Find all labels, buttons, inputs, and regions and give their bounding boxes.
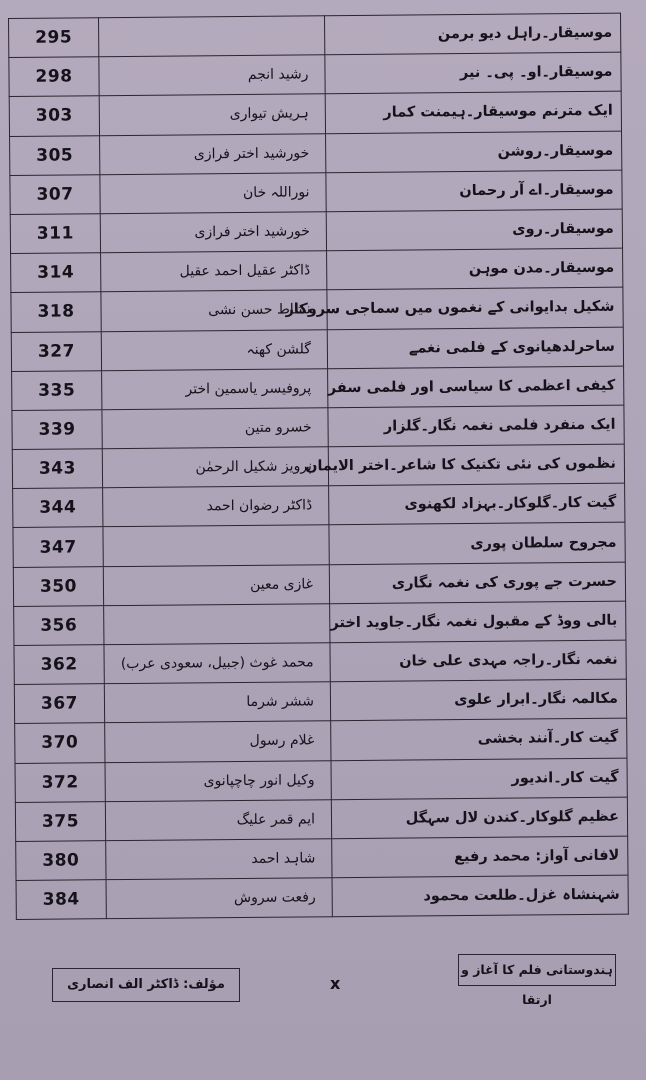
toc-row: [10, 209, 622, 254]
article-author: خورشید اختر فرازی: [100, 212, 326, 253]
article-title: مکالمہ نگار۔ابرار علوی: [330, 679, 626, 721]
article-title: ایک مترنم موسیقار۔ہیمنت کمار: [325, 92, 621, 134]
article-title: مجروح سلطان پوری: [329, 523, 625, 565]
article-title: موسیقار۔روی: [326, 209, 622, 251]
article-author: [99, 16, 325, 57]
page-number: 318: [11, 292, 101, 332]
article-author: ڈاکٹر عقیل احمد عقیل: [101, 251, 327, 292]
article-author: غلام رسول: [105, 721, 331, 762]
article-title: گیت کار۔آنند بخشی: [331, 719, 627, 761]
article-author: ڈاکٹر رضوان احمد: [103, 486, 329, 527]
author-credit: مؤلف: ڈاکٹر الف انصاری: [67, 977, 225, 992]
toc-row: [9, 52, 621, 97]
page-number: 303: [9, 96, 99, 136]
article-author: [104, 604, 330, 645]
book-title: ہندوستانی فلم کا آغاز و ارتقا: [461, 962, 613, 1007]
article-author: نوراللہ خان: [100, 172, 326, 213]
page-number: 372: [15, 762, 105, 802]
article-title: موسیقار۔راہل دیو برمن: [324, 13, 620, 55]
toc-row: [14, 640, 626, 685]
page-number: 298: [9, 57, 99, 97]
article-author: غازی معین: [103, 564, 329, 605]
page-number: 311: [10, 214, 100, 254]
article-title: موسیقار۔اے آر رحمان: [326, 170, 622, 212]
page-number: 335: [12, 370, 102, 410]
page-number: 384: [16, 880, 106, 920]
page-number: 307: [10, 174, 100, 214]
article-author: رشید انجم: [99, 55, 325, 96]
page-number: 344: [13, 488, 103, 528]
page-number: 314: [11, 253, 101, 293]
article-author: پرویز شکیل الرحمٰن: [102, 447, 328, 488]
toc-row: [14, 601, 626, 646]
table-of-contents: [8, 13, 629, 921]
article-title: شہنشاہ غزل۔طلعت محمود: [332, 875, 628, 917]
toc-row: [16, 836, 628, 881]
article-author: ہریش تیواری: [99, 94, 325, 135]
toc-row: [13, 523, 625, 568]
toc-row: [16, 875, 628, 920]
toc-row: [9, 92, 621, 137]
page-number: 305: [10, 135, 100, 175]
page-number: 327: [11, 331, 101, 371]
article-author: [103, 525, 329, 566]
toc-row: [12, 405, 624, 450]
article-title: نغمہ نگار۔راجہ مہدی علی خان: [330, 640, 626, 682]
author-credit-box: [52, 968, 240, 1002]
toc-row: [15, 719, 627, 764]
toc-row: [15, 758, 627, 803]
article-author: شاہد احمد: [106, 839, 332, 880]
article-title: ایک منفرد فلمی نغمہ نگار۔گلزار: [328, 405, 624, 447]
page-number: 295: [9, 18, 99, 58]
article-author: رفعت سروش: [106, 878, 332, 919]
page-number: 343: [12, 449, 102, 489]
page-folio: x: [330, 974, 341, 993]
toc-row: [11, 248, 623, 293]
page-number: 367: [14, 684, 104, 724]
article-author: محمد غوث (جبیل، سعودی عرب): [104, 643, 330, 684]
article-title: شکیل بدایوانی کے نغموں میں سماجی سروکار: [327, 287, 623, 329]
article-author: ایم قمر علیگ: [105, 799, 331, 840]
article-author: نشاط حسن نشی: [101, 290, 327, 331]
page-number: 380: [16, 841, 106, 881]
article-title: بالی ووڈ کے مقبول نغمہ نگار۔جاوید اختر: [330, 601, 626, 643]
toc-row: [13, 562, 625, 607]
page-number: 339: [12, 410, 102, 450]
article-author: خسرو متین: [102, 408, 328, 449]
article-author: وکیل انور چاچپانوی: [105, 760, 331, 801]
toc-row: [9, 13, 621, 58]
page-number: 362: [14, 645, 104, 685]
toc-row: [15, 797, 627, 842]
article-title: ساحرلدھیانوی کے فلمی نغمے: [327, 327, 623, 369]
book-title-box: [458, 954, 616, 1007]
toc-row: [11, 287, 623, 332]
toc-row: [12, 444, 624, 489]
article-title: نظموں کی نئی تکنیک کا شاعر۔اختر الایمان: [328, 444, 624, 486]
article-author: پروفیسر یاسمین اختر: [102, 368, 328, 409]
article-title: حسرت جے پوری کی نغمہ نگاری: [329, 562, 625, 604]
article-title: گیت کار۔اندیور: [331, 758, 627, 800]
article-title: کیفی اعظمی کا سیاسی اور فلمی سفر: [328, 366, 624, 408]
toc-body: [9, 13, 629, 920]
article-title: عظیم گلوکار۔کندن لال سہگل: [331, 797, 627, 839]
article-title: لافانی آواز: محمد رفیع: [332, 836, 628, 878]
article-author: گلشن کھنہ: [101, 329, 327, 370]
toc-row: [14, 679, 626, 724]
toc-row: [10, 131, 622, 176]
toc-row: [13, 483, 625, 528]
toc-row: [10, 170, 622, 215]
article-author: خورشید اختر فرازی: [100, 133, 326, 174]
article-title: موسیقار۔او۔ پی۔ نیر: [325, 52, 621, 94]
page-number: 375: [15, 801, 105, 841]
page-number: 370: [15, 723, 105, 763]
article-title: موسیقار۔مدن موہن: [327, 248, 623, 290]
page-number: 356: [14, 606, 104, 646]
toc-row: [12, 366, 624, 411]
article-title: موسیقار۔روشن: [326, 131, 622, 173]
article-author: ششر شرما: [104, 682, 330, 723]
page-number: 350: [13, 566, 103, 606]
page-number: 347: [13, 527, 103, 567]
article-title: گیت کار۔گلوکار۔بہزاد لکھنوی: [329, 483, 625, 525]
toc-row: [11, 327, 623, 372]
